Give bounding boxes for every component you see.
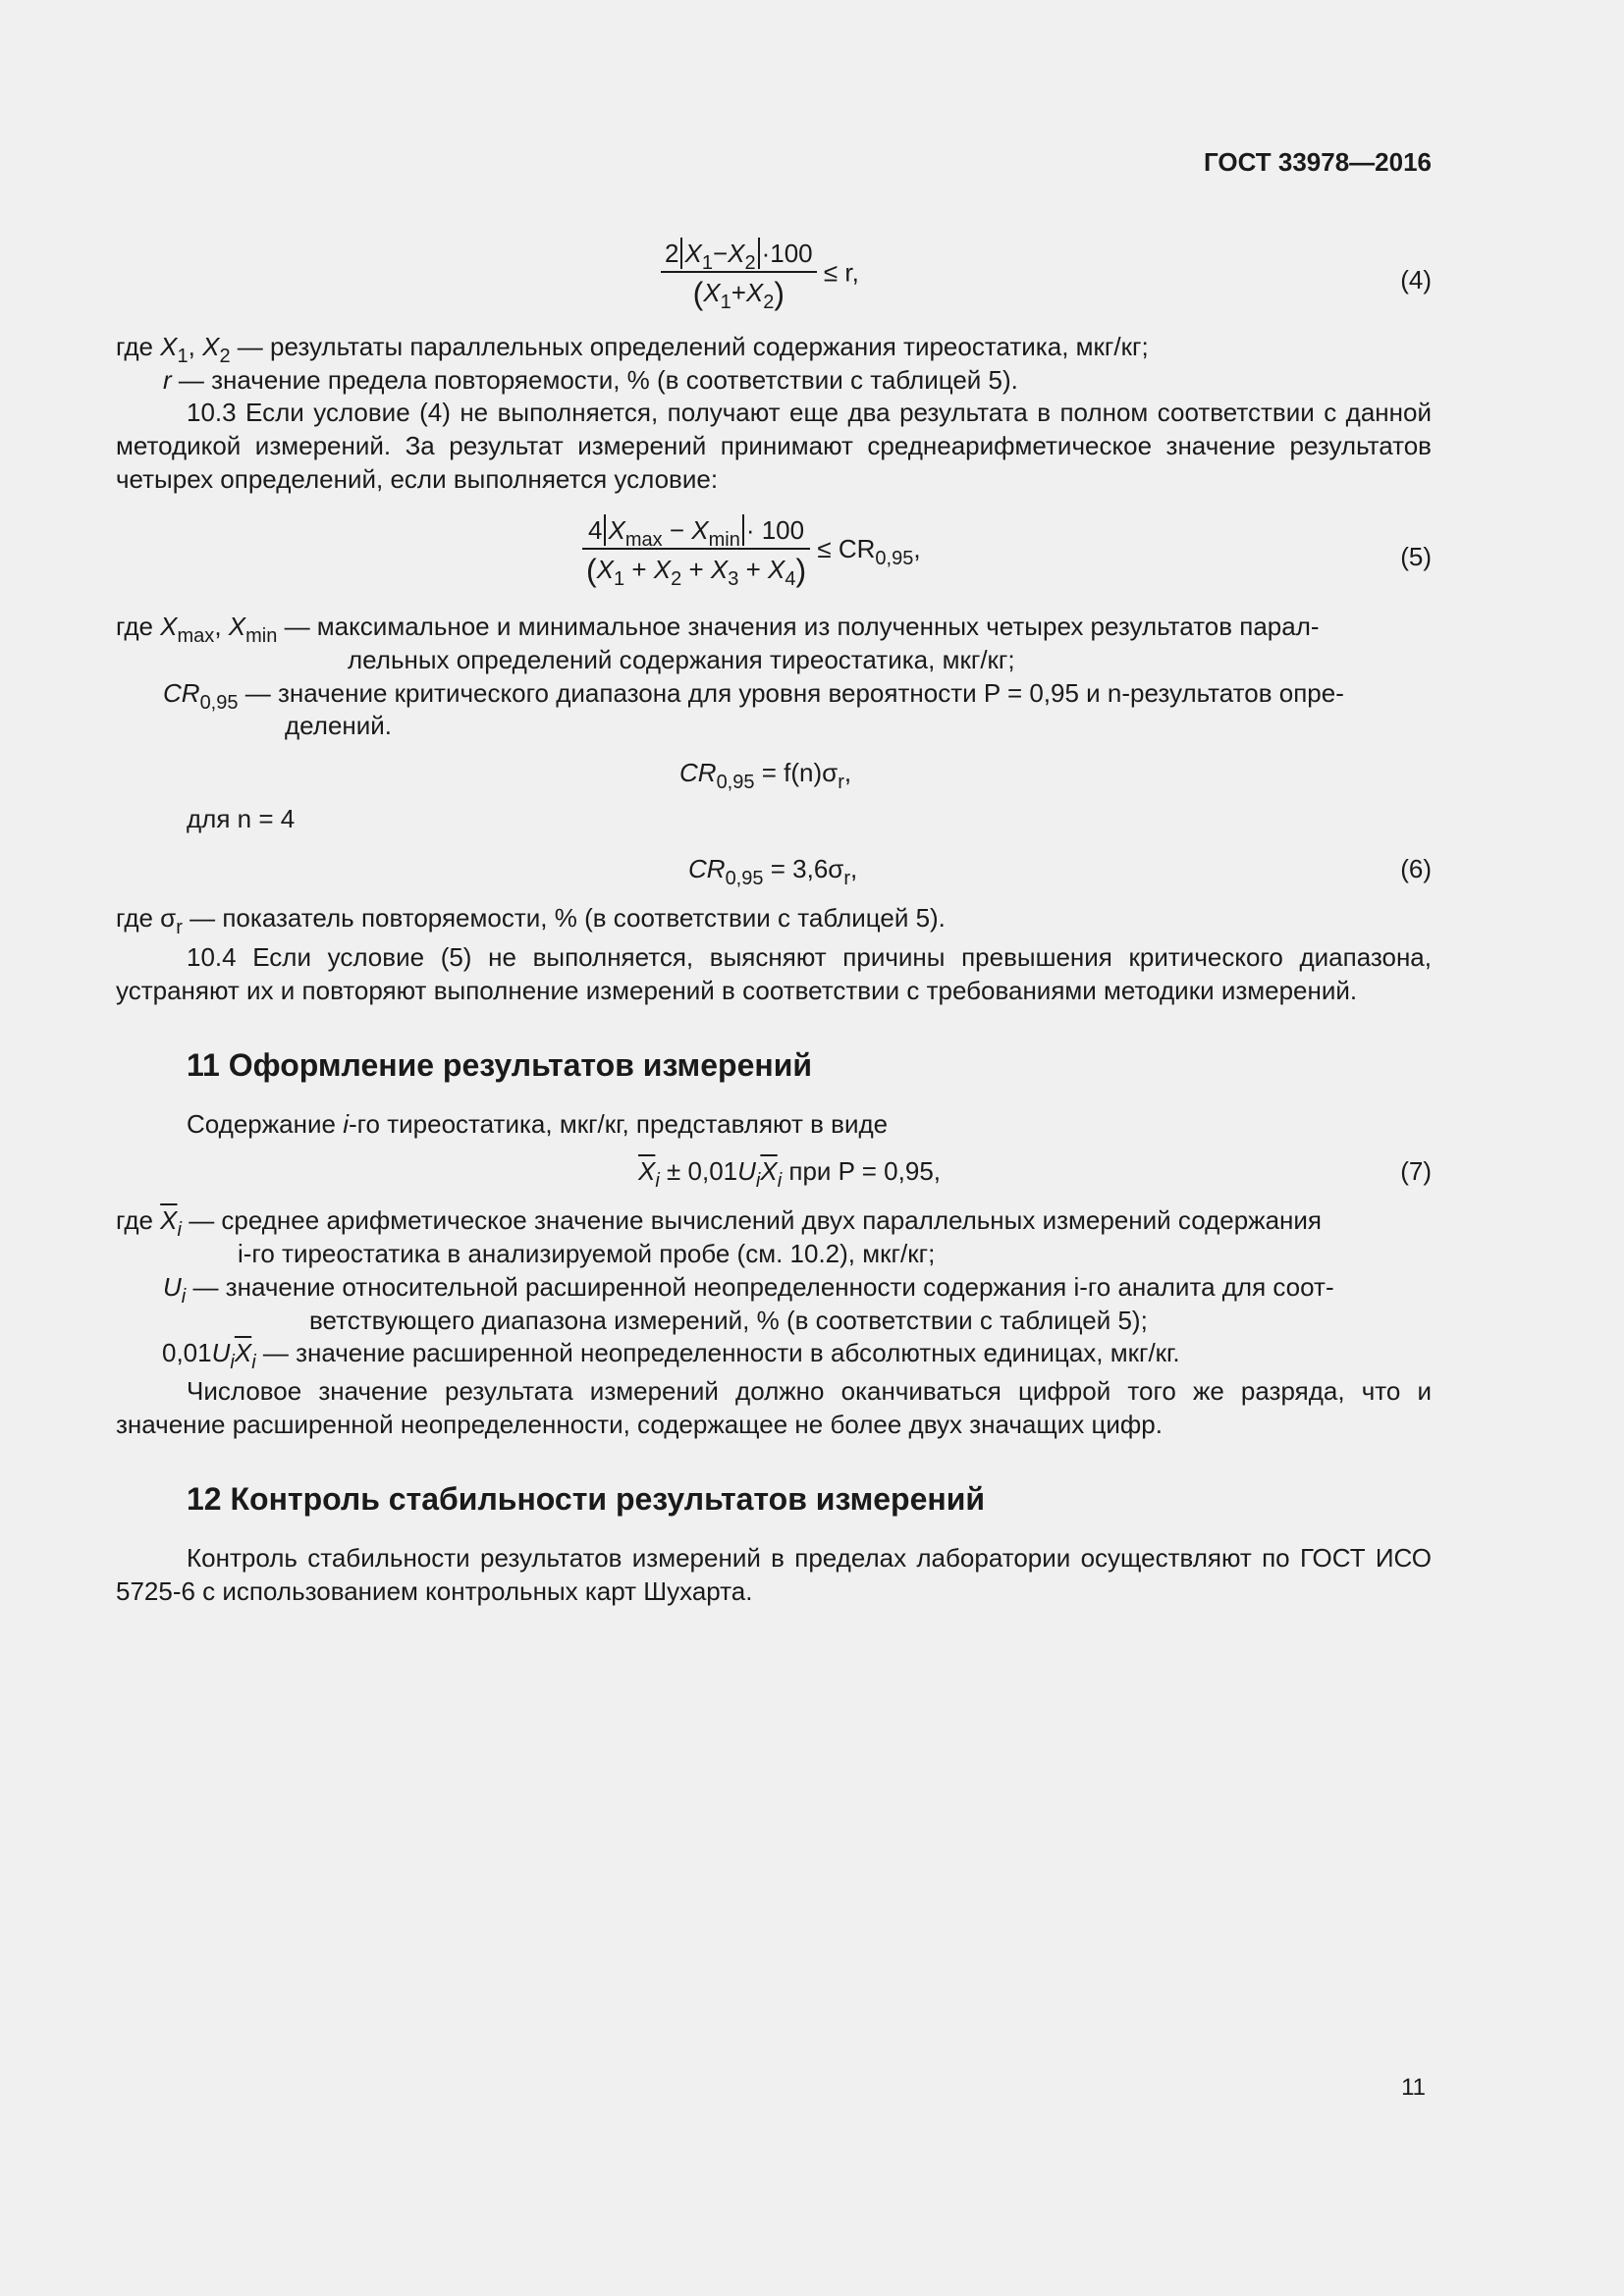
where-ui-cont: ветствующего диапазона измерений, % (в соответствии с таблицей 5); [309, 1306, 1148, 1335]
equation-5 [582, 512, 921, 590]
section-12-heading: 12 Контроль стабильности результатов измерений [187, 1481, 986, 1517]
paragraph-10-3: 10.3 Если условие (4) не выполняется, получают еще два результата в полном соответствии с данной методикой измерений. За результат измерений принимают среднеарифметическое значение результатов четырех определений, если выполняется условие: [116, 398, 1432, 494]
where-xmax-xmin-cont: лельных определений содержания тиреостатика, мкг/кг; [348, 645, 1015, 674]
for-n-4: для n = 4 [187, 804, 296, 833]
equation-7: $\overline{X}_i \pm 0,01U_i\overline{X}_i$ при P = 0,95, [638, 1156, 941, 1192]
document-page [116, 0, 1432, 2296]
equation-6-label: (6) [1400, 854, 1432, 883]
equation-4-fraction: $\frac{2 X_1-X_2 \cdot 100}{(X_1+X_2)}$ [661, 236, 817, 313]
equation-5-relation: ≤ $CR_{0,95}$, [817, 534, 921, 570]
where-expanded-uncertainty: $0,01U_i\overline{X}_i$ — значение расширенной неопределенности в абсолютных единицах, мкг/кг. [162, 1338, 1180, 1373]
paragraph-11-numeric: Числовое значение результата измерений должно оканчиваться цифрой того же разряда, что и значение расширенной неопределенности, содержащее не более двух значащих цифр. [116, 1376, 1432, 1439]
where-x1-x2: где $X_1$, $X_2$ — результаты параллельных определений содержания тиреостатика, мкг/кг; [116, 332, 1149, 367]
equation-4 [661, 236, 859, 313]
equation-cr-general: $CR_{0,95} = f(n)\sigma_r$, [679, 758, 852, 793]
where-xi: где $\overline{X}_i$ — среднее арифметическое значение вычислений двух параллельных измерений содержания [116, 1205, 1322, 1241]
page-number: 11 [1401, 2074, 1426, 2101]
equation-4-label: (4) [1400, 265, 1432, 294]
where-r: r — значение предела повторяемости, % (в соответствии с таблицей 5). [163, 365, 1018, 395]
where-xi-cont: i-го тиреостатика в анализируемой пробе (см. 10.2), мкг/кг; [238, 1239, 936, 1268]
paragraph-10-4: 10.4 Если условие (5) не выполняется, выясняют причины превышения критического диапазона, устраняют их и повторяют выполнение измерений в соответствии с требованиями методики измерений. [116, 942, 1432, 1005]
equation-5-label: (5) [1400, 542, 1432, 571]
section-11-intro: Содержание i-го тиреостатика, мкг/кг, представляют в виде [187, 1109, 889, 1139]
where-cr: $CR_{0,95}$ — значение критического диапазона для уровня вероятности P = 0,95 и n-результатов опре- [163, 678, 1344, 714]
equation-5-fraction: $\frac{4 X_{max} - X_{min} \cdot 100}{(X_1 + X_2 + X_3 + X_4)}$ [582, 512, 810, 590]
where-xmax-xmin: где $X_{max}$, $X_{min}$ — максимальное и минимальное значения из полученных четырех результатов парал- [116, 612, 1320, 647]
standard-header: ГОСТ 33978—2016 [1204, 147, 1432, 177]
equation-7-label: (7) [1400, 1156, 1432, 1186]
equation-6: $CR_{0,95} = 3,6\sigma_r$, [688, 854, 858, 889]
where-cr-cont: делений. [285, 711, 393, 740]
equation-4-relation: ≤ r, [823, 257, 859, 288]
paragraph-12: Контроль стабильности результатов измерений в пределах лаборатории осуществляют по ГОСТ ИСО 5725-6 с использованием контрольных карт Шухарта. [116, 1543, 1432, 1606]
section-11-heading: 11 Оформление результатов измерений [187, 1047, 813, 1083]
where-sigma-r: где $\sigma_r$ — показатель повторяемости, % (в соответствии с таблицей 5). [116, 903, 946, 938]
where-ui: $U_i$ — значение относительной расширенной неопределенности содержания i-го аналита для соот- [163, 1272, 1334, 1308]
